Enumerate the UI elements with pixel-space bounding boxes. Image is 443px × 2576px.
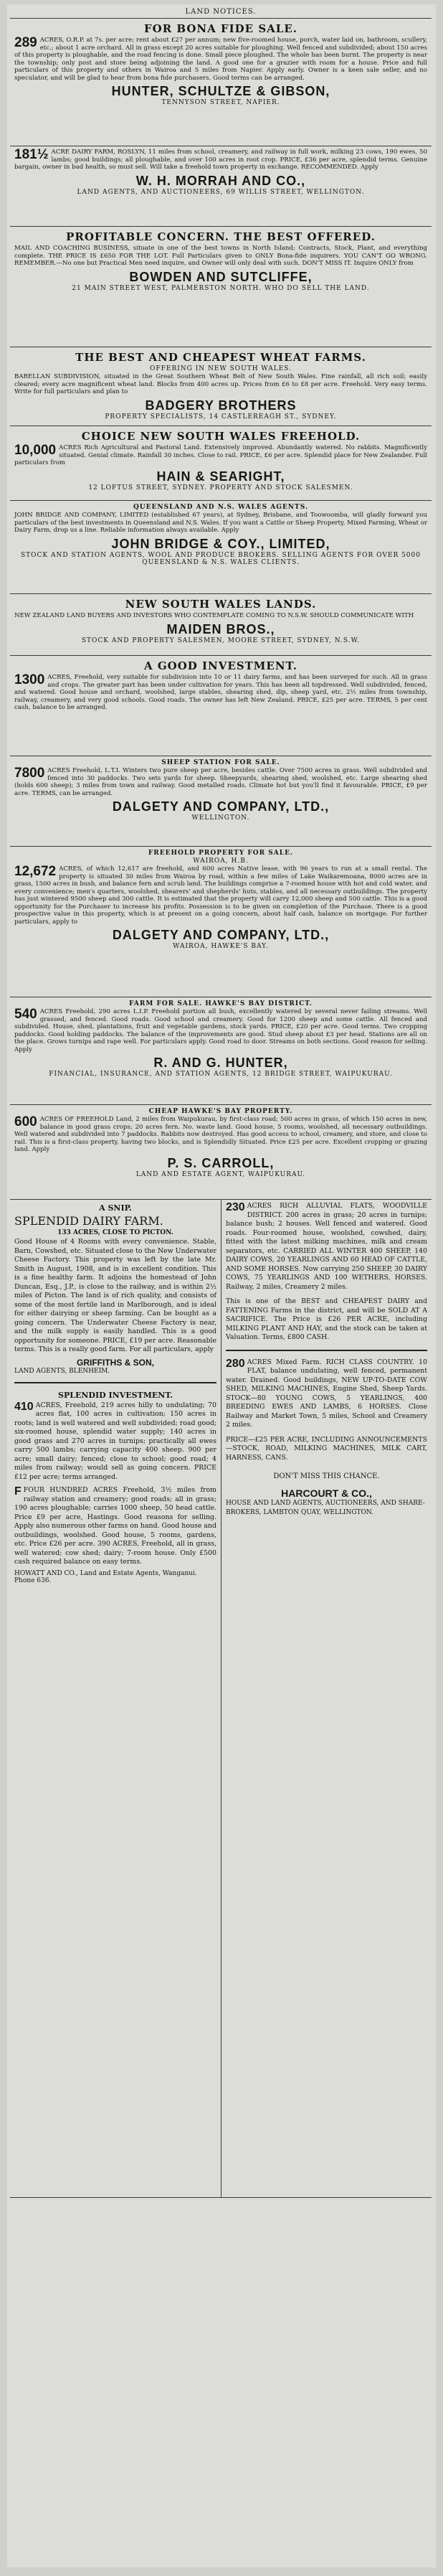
- ad-good-investment: [10, 656, 432, 756]
- ad-body: [14, 444, 427, 467]
- ad-agent: BADGERY BROTHERS: [145, 398, 297, 413]
- ad-text: ACRES Freehold, 290 acres L.I.P. Freehold portion all bush, excellently watered by several never failing streams. Well grassed, and fenced. Good roads. Good school and creamery. Good for 1200 sheep and some cattle. All fenced and subdivided. House, shed, plantations, fruit and vegetable gardens, stock yards. PRICE, £20 per acre. Good terms. Two cropping paddocks. Good holding paddocks. The balance of the improvements are good. Stud sheep about £3 per head. Stations are all on the place. Grows turnips and rape well. For particulars apply. Good road to door. Streams on both sections. Good reason for selling. Apply: [14, 1008, 427, 1053]
- ad-acreage: 289: [14, 35, 37, 50]
- ad-agent: BOWDEN AND SUTCLIFFE,: [129, 269, 313, 284]
- ad-body: [14, 37, 427, 82]
- ad-splendid-investment: [14, 1391, 216, 1584]
- ad-agent-address: HOUSE AND LAND AGENTS, AUCTIONEERS, AND SHARE-BROKERS, LAMBTON QUAY, WELLINGTON.: [226, 1500, 425, 1516]
- ad-body: Good House of 4 Rooms with every convenience. Stable, Barn, Cowshed, etc. Situated close to the New Underwater Cheese Factory. This property was left by the late Mr. Smith in August, 1908, and is in excellent condition. This is a fine healthy farm. It adjoins the homestead of John Duncan, Esq., J.P., is close to the railway, and is within 2½ miles of Picton. The land is of rich quality, and consists of some of the most fertile land in Marlborough, and is ideal for either dairying or sheep farming. Can be bought as a going concern. The Underwater Cheese Factory is near, and the milk supply is easily handled. This is a good opportunity for someone. PRICE, £19 per acre. Reasonable terms. This is a really good farm. For all particulars, apply: [14, 1238, 216, 1353]
- divider: [14, 1382, 216, 1383]
- ad-agent: DALGETY AND COMPANY, LTD.,: [112, 928, 330, 942]
- ad-agent: DALGETY AND COMPANY, LTD.,: [112, 799, 330, 814]
- ad-title: FOR BONA FIDE SALE.: [144, 22, 297, 35]
- ad-title: CHOICE NEW SOUTH WALES FREEHOLD.: [81, 430, 361, 443]
- ad-title: SPLENDID INVESTMENT.: [58, 1390, 173, 1400]
- classified-column: [10, 4, 432, 2198]
- ad-title: THE BEST AND CHEAPEST WHEAT FARMS.: [75, 351, 366, 364]
- ad-agent: R. AND G. HUNTER,: [153, 1056, 288, 1070]
- ad-text: FOUR HUNDRED ACRES Freehold, 3½ miles from railway station and creamery; good roads; all in grass; 190 acres ploughable; carries 1000 sheep, 50 head cattle. Price £9 per acre, Hastings. Good reasons for selling. Apply also numerous other farms on hand. Good house and outbuildings, woolshed. Good house, 5 rooms, gardens, etc. Price £26 per acre. 390 ACRES, Freehold, all in grass, well watered; cow shed; dairy; 7-room house. Only £500 cash required balance on easy terms.: [14, 1486, 216, 1566]
- ad-text: ACRES Freehold, L.T.I. Winters two pure sheep per acre, besides cattle. Over 7500 acres in grass. Well subdivided and fenced into 30 paddocks. Two sets yards for sheep. Sheepyards, shearing shed, woolshed, etc. Large shearing shed (holds 600 sheep); 3 miles from town and railway. Good metalled roads. Climate hot but you'll find it favourable. PRICE, £9 per acre. TERMS, can be arranged.: [14, 767, 427, 797]
- section-title: LAND NOTICES.: [185, 8, 257, 16]
- ad-agent: HUNTER, SCHULTZE & GIBSON,: [111, 84, 330, 98]
- ad-agent-address: TENNYSON STREET, NAPIER.: [161, 99, 280, 106]
- ad-body: [226, 1202, 427, 1292]
- ad-lead: 133 ACRES, CLOSE TO PICTON.: [57, 1229, 173, 1236]
- ad-text: ACRES, Freehold, very suitable for subdivision into 10 or 11 dairy farms, and has been surveyed for such. All in grass and crops. The greater part has been under cultivation for years. This has been all topdressed. Well subdivided, fenced, and watered. Good house and orchard, woolshed, large stables, shearing shed, dip, sheep yard, etc. 2½ miles from township, railway, creamery, and very good schools. Good roads. The owner has left New Zealand. PRICE, £25 per acre. TERMS, 5 per cent cash, balance to be arranged.: [14, 674, 427, 711]
- ad-text: ACRES, of which 12,617 are freehold, and 600 acres Native lease, with 96 years to run at a small rental. The property is situated 30 miles from Wairoa by road, within a few miles of Lake Waikaremoana, 8000 acres are in grass, 1500 acres in bush, and balance fern and scrub land. The buildings comprise a 7-roomed house with hot and cold water, and every convenience; men's quarters, woolshed, shearers' and shepherds' huts, stables, and all necessary outbuildings. The property has just wintered 9500 sheep and 300 cattle. It is estimated that the property will carry 12,000 sheep and 500 cattle. This is a good opportunity for the Purchaser to increase his profits. Possession is to be given on completion of the Purchase. There is a good prospective value in this property, which is at present on a going concern, about half cash, balance on mortgage. For further particulars, apply to: [14, 865, 427, 926]
- ad-acreage: 600: [14, 1114, 37, 1129]
- ad-agent-address: WAIROA, HAWKE'S BAY.: [173, 943, 269, 950]
- ad-queensland-agents: [10, 501, 432, 594]
- ad-nsw-freehold: [10, 426, 432, 501]
- ad-body: BARELLAN SUBDIVISION, situated in the Great Southern Wheat Belt of New South Wales. Fine rainfall, all rich soil; easily cleared; every acre magnificent wheat land. Blocks from 400 acres up. Prices from £6 to £8 per acre. Freehold. Very easy terms. Write for full particulars and plan to: [14, 373, 427, 395]
- ad-body: [14, 1008, 427, 1053]
- ad-text: ACRES Rich Agricultural and Pastoral Land. Extensively improved. Abundantly watered. No rabbits. Magnificently situated. Genial climate. Rainfall 30 inches. Close to rail. PRICE, £6 per acre. Splendid place for New Zealander. Full particulars from: [14, 444, 427, 466]
- left-column: [10, 1200, 221, 2197]
- ad-bona-fide-sale: [10, 19, 432, 146]
- two-column-section: [10, 1200, 432, 2198]
- ad-agent: GRIFFITHS & SON,: [77, 1357, 154, 1368]
- ad-agent-address: FINANCIAL, INSURANCE, AND STATION AGENTS, 12 BRIDGE STREET, WAIPUKURAU.: [49, 1071, 393, 1078]
- right-column: [221, 1200, 432, 2197]
- ad-woodville-flats: [226, 1202, 427, 1343]
- ad-body: [14, 674, 427, 712]
- ad-acreage: 1300: [14, 672, 45, 687]
- ad-body: JOHN BRIDGE AND COMPANY, LIMITED (established 67 years), at Sydney, Brisbane, and Toowoomba, will gladly forward you particulars of the best investments in Queensland and N.S. Wales. If you want a Cattle or Sheep Property, Mixed Farming, Wheat or Dairy Farm, drop us a line. Reliable information always available. Apply: [14, 512, 427, 534]
- ad-footer: DON'T MISS THIS CHANCE.: [273, 1472, 380, 1480]
- ad-title: A GOOD INVESTMENT.: [143, 659, 298, 672]
- ad-body: NEW ZEALAND LAND BUYERS AND INVESTORS WHO CONTEMPLATE COMING TO N.S.W. SHOULD COMMUNICATE WITH: [14, 612, 414, 619]
- ad-acreage: 181½: [14, 147, 49, 162]
- ad-agent: P. S. CARROLL,: [167, 1155, 275, 1170]
- ad-subtitle: WAIROA, H.B.: [193, 857, 249, 865]
- ad-title: SHEEP STATION FOR SALE.: [161, 759, 280, 766]
- ad-subtitle: OFFERING IN NEW SOUTH WALES.: [150, 365, 292, 372]
- ad-title: PROFITABLE CONCERN. THE BEST OFFERED.: [66, 230, 376, 243]
- ad-wairoa-freehold: [10, 847, 432, 997]
- ad-title: CHEAP HAWKE'S BAY PROPERTY.: [148, 1108, 293, 1115]
- ad-agent-address: PROPERTY SPECIALISTS, 14 CASTLEREAGH ST., SYDNEY.: [105, 413, 337, 420]
- ad-text: ACRES, Freehold, 219 acres hilly to undulating; 70 acres flat, 100 acres in cultivation; 150 acres in roots; land is well watered and well subdivided; road good; six-roomed house, splendid water supply; 140 acres in good grass and 270 acres in turnips; practically all ewes carry 500 lambs; carrying capacity 400 sheep. 900 per acre; small dairy; fenced; close to school; good road; 4 miles from railway; would sell as going concern. PRICE £12 per acre; terms arranged.: [14, 1401, 216, 1481]
- ad-cheap-hawkes-bay: [10, 1105, 432, 1200]
- ad-sheep-station: [10, 756, 432, 847]
- ad-acreage: 7800: [14, 766, 45, 781]
- ad-subtitle: SPLENDID DAIRY FARM.: [14, 1214, 163, 1228]
- ad-agent-address: LAND AGENTS, AND AUCTIONEERS, 69 WILLIS STREET, WELLINGTON.: [77, 188, 365, 196]
- ad-body: [226, 1358, 427, 1430]
- section-header: [10, 4, 432, 19]
- ad-nsw-lands: [10, 594, 432, 656]
- ad-agent: HOWATT AND CO., Land and Estate Agents, Wanganui. Phone 636.: [14, 1569, 197, 1584]
- ad-initial: F: [14, 1485, 22, 1498]
- ad-body: MAIL AND COACHING BUSINESS, situate in one of the best towns in North Island; Contracts, Stock, Plant, and everything complete. THE PRICE IS £650 FOR THE LOT. Full Particulars given to ONLY Bona-fide inquirers. YOU CAN'T GO WRONG. REMEMBER.—No one but Practical Men need inquire, and Owner will only deal with such. DON'T MISS IT. Inquire ONLY from: [14, 245, 427, 267]
- ad-agent-address: 21 MAIN STREET WEST, PALMERSTON NORTH. WHO DO SELL THE LAND.: [72, 284, 370, 292]
- ad-agent-address: STOCK AND PROPERTY SALESMEN, MOORE STREET, SYDNEY, N.S.W.: [81, 636, 361, 644]
- ad-text: ACRES, O.R.P. at 7s. per acre; rent about £27 per annum; new five-roomed house, porch, water laid on, bathroom, scullery, etc.; about 1 acre orchard. All in grass except 20 acres suitable for ploughing. Well fenced and subdivided; about 150 acres of this property is ploughable, and the road fencing is done. Small piece ploughed. The whole has been burnt. The property is near the township; only post and store being adjoining the land. A good one for a grazier with room for a house. Price and full particulars of this property and others in Wairoa and 5 miles from Napier. Apply early. Owner is a keen sale seller, and no speculator, and will be glad to hear from bona fide purchasers. Good terms can be arranged.: [14, 37, 427, 82]
- ad-agent-address: 12 LOFTUS STREET, SYDNEY. PROPERTY AND STOCK SALESMEN.: [88, 484, 353, 492]
- ad-hawkes-bay-farm: [10, 997, 432, 1105]
- ad-agent-address: LAND AGENTS, BLENHEIM.: [14, 1367, 110, 1375]
- newspaper-page: [7, 4, 436, 2567]
- ad-text: ACRE DAIRY FARM, ROSLYN, 11 miles from school, creamery, and railway in full work, milking 23 cows, 190 ewes, 50 lambs; good buildings; all ploughable, and over 100 acres in root crop. PRICE, £36 per acre, splendid terms. Genuine bargain, owner in bad health, so must sell. Will take a freehold town property in exchange. RECOMMENDED. Apply: [14, 149, 427, 171]
- ad-body: [14, 865, 427, 926]
- ad-acreage: 410: [14, 1400, 34, 1413]
- ad-text: ACRES RICH ALLUVIAL FLATS, WOODVILLE DISTRICT. 200 acres in grass; 20 acres in turnips; balance bush; 2 houses. Well fenced and watered. Good roads. Four-roomed house, woolshed, cowshed, dairy, fitted with the latest milking machines, milk and cream separators, etc. CARRIED ALL WINTER 400 SHEEP, 140 DAIRY COWS, 20 YEARLINGS AND 60 HEAD OF CATTLE, AND SOME HORSES. Now carrying 250 SHEEP, 30 DAIRY COWS, 75 YEARLINGS AND 100 WETHERS, HORSES. Railway, 2 miles, Creamery 2 miles.: [226, 1202, 427, 1291]
- ad-agent: MAIDEN BROS.,: [166, 621, 275, 636]
- ad-body: [14, 767, 427, 797]
- ad-title: FARM FOR SALE. HAWKE'S BAY DISTRICT.: [129, 1000, 313, 1007]
- ad-acreage: 12,672: [14, 864, 57, 879]
- ad-dairy-farm-roslyn: [10, 146, 432, 227]
- ad-snip: [14, 1203, 216, 1375]
- ad-agent-address: LAND AND ESTATE AGENT, WAIPUKURAU.: [135, 1170, 306, 1178]
- ad-body-2: This is one of the BEST and CHEAPEST DAIRY and FATTENING Farms in the district, and will be SOLD AT A SACRIFICE. The Price is £26 PER ACRE, including MILKING PLANT AND HAY, and the stock can be taken at Valuation. Terms, £800 CASH.: [226, 1297, 427, 1341]
- ad-acreage: 230: [226, 1201, 245, 1213]
- ad-body: [14, 149, 427, 171]
- ad-agent: W. H. MORRAH AND CO.,: [135, 173, 306, 188]
- ad-agent: HAIN & SEARIGHT,: [156, 469, 285, 484]
- ad-text: ACRES OF FREEHOLD Land, 2 miles from Waipukurau, by first-class road; 500 acres in grass, of which 150 acres in new, balance in good grass crops; 20 acres fern. No. waste land. Good house, 5 rooms, woolshed, all necessary outbuildings. Well watered and subdivided into 7 paddocks. Rabbits now destroyed. Has good access to school, creamery, and store, and close to rail. This is a first-class property, having two blocks, and is Splendidly Situated. Price £25 per acre. Excellent cropping or grazing land. Apply: [14, 1116, 427, 1153]
- divider: [226, 1350, 427, 1351]
- ad-title: QUEENSLAND AND N.S. WALES AGENTS.: [133, 504, 309, 511]
- ad-body-2: PRICE—£25 PER ACRE, INCLUDING ANNOUNCEMENTS—STOCK, ROAD, MILKING MACHINES, MILK CART, HARNESS, CANS.: [226, 1435, 427, 1462]
- ad-profitable-concern: [10, 227, 432, 347]
- ad-agent-address: STOCK AND STATION AGENTS, WOOL AND PRODUCE BROKERS. SELLING AGENTS FOR OVER 5000 QUEENSLAND & N.S. WALES CLIENTS.: [21, 551, 421, 566]
- ad-agent: JOHN BRIDGE & COY., LIMITED,: [111, 536, 330, 551]
- ad-body: [14, 1401, 216, 1482]
- ad-title: A SNIP.: [99, 1203, 132, 1213]
- ad-agent: HARCOURT & CO.,: [281, 1487, 372, 1499]
- ad-wheat-farms: [10, 347, 432, 426]
- ad-body-2: [14, 1486, 216, 1567]
- ad-title: FREEHOLD PROPERTY FOR SALE.: [148, 850, 294, 857]
- ad-mixed-farm: [226, 1358, 427, 1518]
- ad-acreage: 280: [226, 1357, 245, 1370]
- ad-acreage: 540: [14, 1007, 37, 1022]
- ad-text: ACRES Mixed Farm. RICH CLASS COUNTRY. 10 FLAT, balance undulating, well fenced, permanent water. Drained. Good buildings, NEW UP-TO-DATE COW SHED, MILKING MACHINES, Engine Shed, Sheep Yards. STOCK—80 YOUNG COWS, 5 YEARLINGS, 400 BREEDING EWES AND LAMBS, 6 HORSES. Close Railway and Market Town, 5 miles, School and Creamery 2 miles.: [226, 1358, 427, 1429]
- ad-body: [14, 1116, 427, 1154]
- ad-acreage: 10,000: [14, 443, 57, 458]
- ad-title: NEW SOUTH WALES LANDS.: [125, 598, 317, 611]
- ad-agent-address: WELLINGTON.: [191, 814, 250, 822]
